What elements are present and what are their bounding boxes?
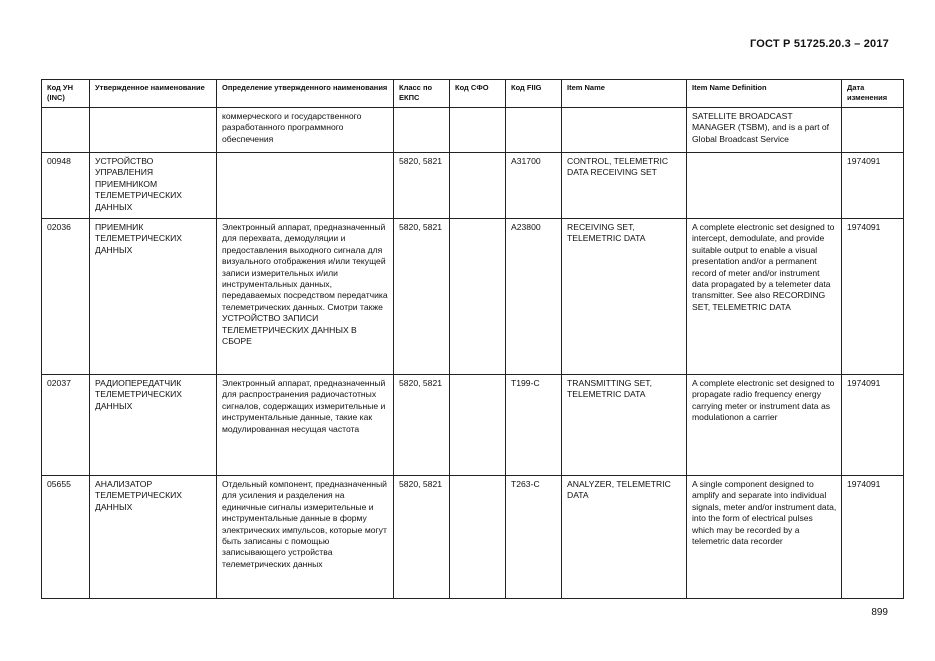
col-header-fiig: Код FIIG xyxy=(506,80,562,108)
col-header-item-definition: Item Name Definition xyxy=(687,80,842,108)
table-header-row xyxy=(42,80,904,108)
cell-sfo xyxy=(450,153,506,219)
cell-fiig xyxy=(506,108,562,153)
cell-class xyxy=(394,108,450,153)
cell-code xyxy=(42,108,90,153)
col-header-item-name: Item Name xyxy=(562,80,687,108)
cell-fiig: A23800 xyxy=(506,219,562,375)
cell-definition-en: SATELLITE BROADCAST MANAGER (TSBM), and is a part of Global Broadcast Service xyxy=(687,108,842,153)
cell-name-ru xyxy=(90,108,217,153)
cell-class: 5820, 5821 xyxy=(394,153,450,219)
nomenclature-table xyxy=(41,79,904,599)
col-header-approved-name: Утвержденное наименование xyxy=(90,80,217,108)
cell-item-name: TRANSMITTING SET, TELEMETRIC DATA xyxy=(562,375,687,476)
col-header-sfo: Код СФО xyxy=(450,80,506,108)
table-row xyxy=(42,219,904,375)
cell-name-ru: РАДИОПЕРЕДАТЧИК ТЕЛЕМЕТРИЧЕСКИХ ДАННЫХ xyxy=(90,375,217,476)
cell-definition-en: A single component designed to amplify and separate into individual signals, meter and/or instrument data, into the form of electrical pulses which may be recorded by a telemetric data recorder xyxy=(687,476,842,599)
cell-fiig: A31700 xyxy=(506,153,562,219)
cell-sfo xyxy=(450,476,506,599)
cell-class: 5820, 5821 xyxy=(394,375,450,476)
cell-date: 1974091 xyxy=(842,219,904,375)
cell-item-name: RECEIVING SET, TELEMETRIC DATA xyxy=(562,219,687,375)
cell-fiig: T199-C xyxy=(506,375,562,476)
table-row xyxy=(42,108,904,153)
cell-class: 5820, 5821 xyxy=(394,476,450,599)
cell-date: 1974091 xyxy=(842,153,904,219)
col-header-code: Код УН (INC) xyxy=(42,80,90,108)
table-row xyxy=(42,476,904,599)
cell-date: 1974091 xyxy=(842,476,904,599)
cell-definition-ru: Электронный аппарат, предназначенный для перехвата, демодуляции и предоставления выходного сигнала для визуального отображения и/или текущей записи измерительных и/или инструментальных данных, передаваемых посредством передатчика телеметрических данных. Смотри также УСТРОЙСТВО ЗАПИСИ ТЕЛЕМЕТРИЧЕСКИХ ДАННЫХ В СБОРЕ xyxy=(217,219,394,375)
table-row xyxy=(42,375,904,476)
cell-definition-ru: Электронный аппарат, предназначенный для распространения радиочастотных сигналов, содержащих измерительные и инструментальные данные, такие как модулированная несущая частота xyxy=(217,375,394,476)
cell-definition-ru: Отдельный компонент, предназначенный для усиления и разделения на единичные сигналы измерительные и инструментальные данные в форму электрических импульсов, которые могут быть записаны с помощью записывающего устройства телеметрических данных xyxy=(217,476,394,599)
col-header-definition-ru: Определение утвержденного наименования xyxy=(217,80,394,108)
cell-code: 02037 xyxy=(42,375,90,476)
cell-item-name xyxy=(562,108,687,153)
cell-name-ru: УСТРОЙСТВО УПРАВЛЕНИЯ ПРИЕМНИКОМ ТЕЛЕМЕТРИЧЕСКИХ ДАННЫХ xyxy=(90,153,217,219)
cell-fiig: T263-C xyxy=(506,476,562,599)
cell-item-name: CONTROL, TELEMETRIC DATA RECEIVING SET xyxy=(562,153,687,219)
table-row xyxy=(42,153,904,219)
cell-sfo xyxy=(450,375,506,476)
cell-date xyxy=(842,108,904,153)
cell-definition-en: A complete electronic set designed to propagate radio frequency energy carrying meter or instrument data as modulationon a carrier xyxy=(687,375,842,476)
cell-definition-en: A complete electronic set designed to intercept, demodulate, and provide suitable output to enable a visual presentation and/or a permanent record of meter and/or instrument data propagated by a telemeter data transmitter. See also RECORDING SET, TELEMETRIC DATA xyxy=(687,219,842,375)
cell-code: 02036 xyxy=(42,219,90,375)
col-header-class: Класс по ЕКПС xyxy=(394,80,450,108)
cell-definition-en xyxy=(687,153,842,219)
cell-item-name: ANALYZER, TELEMETRIC DATA xyxy=(562,476,687,599)
cell-sfo xyxy=(450,219,506,375)
cell-name-ru: ПРИЕМНИК ТЕЛЕМЕТРИЧЕСКИХ ДАННЫХ xyxy=(90,219,217,375)
cell-code: 05655 xyxy=(42,476,90,599)
cell-code: 00948 xyxy=(42,153,90,219)
page-number: 899 xyxy=(871,607,888,618)
cell-sfo xyxy=(450,108,506,153)
cell-class: 5820, 5821 xyxy=(394,219,450,375)
cell-definition-ru xyxy=(217,153,394,219)
document-standard-title: ГОСТ Р 51725.20.3 – 2017 xyxy=(749,38,889,50)
cell-definition-ru: коммерческого и государственного разработанного программного обеспечения xyxy=(217,108,394,153)
cell-name-ru: АНАЛИЗАТОР ТЕЛЕМЕТРИЧЕСКИХ ДАННЫХ xyxy=(90,476,217,599)
col-header-date: Дата изменения xyxy=(842,80,904,108)
cell-date: 1974091 xyxy=(842,375,904,476)
